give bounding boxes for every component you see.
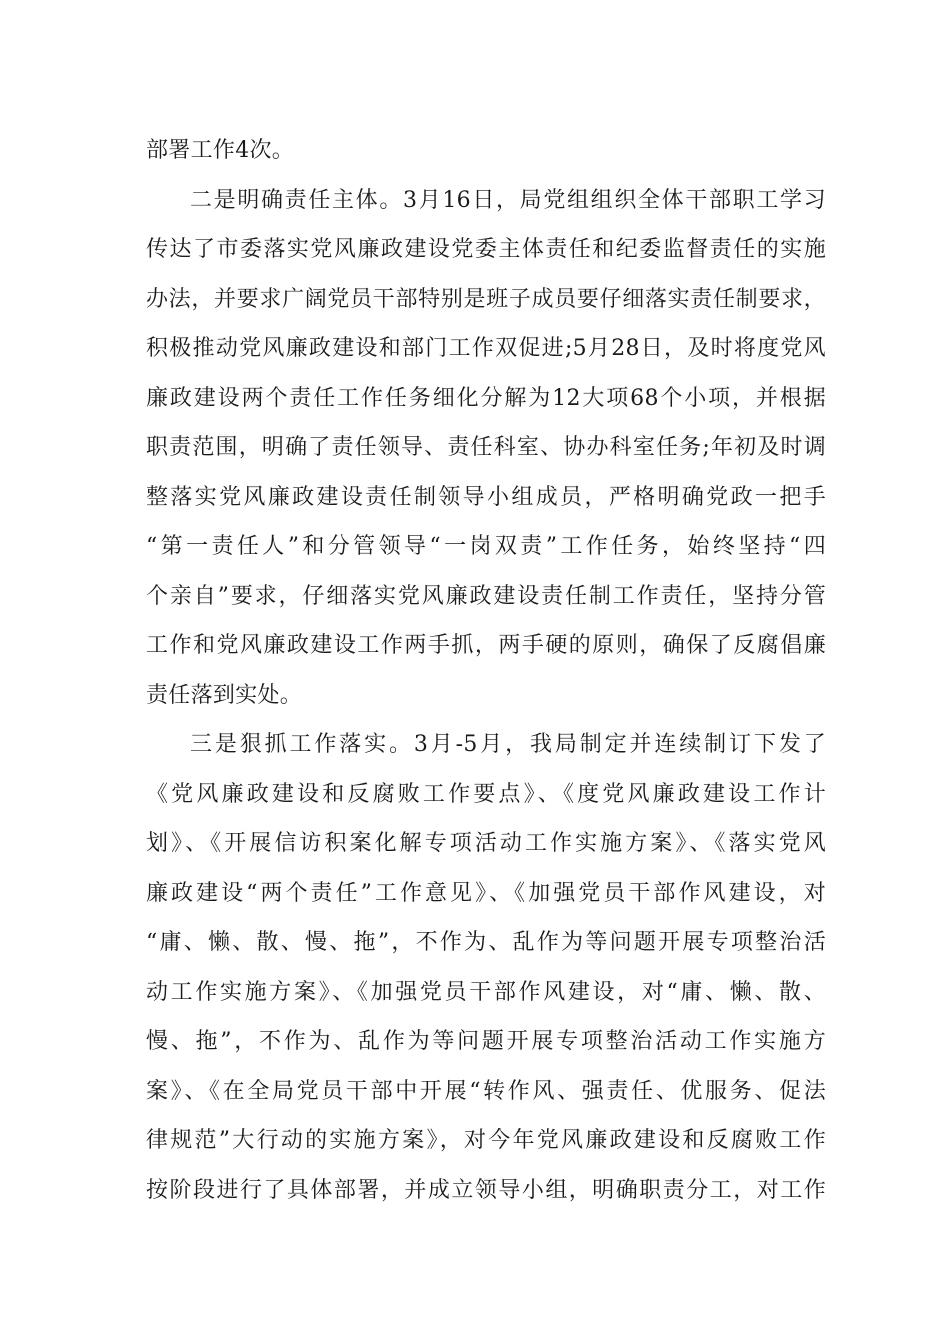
- text-line: 廉政建设“两个责任”工作意见》、《加强党员干部作风建设，对: [146, 880, 826, 906]
- text-line: 积极推动党风廉政建设和部门工作双促进;5月28日，及时将度党风: [146, 336, 826, 361]
- paragraph-implementation: [146, 720, 826, 1215]
- text-line: 动工作实施方案》、《加强党员干部作风建设，对“庸、懒、散、: [146, 979, 826, 1005]
- text-line: 工作和党风廉政建设工作两手抓，两手硬的原则，确保了反腐倡廉: [146, 633, 826, 658]
- text-line: “第一责任人”和分管领导“一岗双责”工作任务，始终坚持“四: [146, 534, 826, 559]
- text-line: 《党风廉政建设和反腐败工作要点》、《度党风廉政建设工作计: [146, 781, 826, 807]
- text-line: 案》、《在全局党员干部中开展“转作风、强责任、优服务、促法: [146, 1078, 826, 1104]
- text-line: 慢、拖”，不作为、乱作为等问题开展专项整治活动工作实施方: [146, 1029, 826, 1054]
- text-line: 部署工作4次。: [146, 138, 295, 163]
- text-line: 廉政建设两个责任工作任务细化分解为12大项68个小项，并根据: [146, 385, 826, 411]
- text-line: 传达了市委落实党风廉政建设党委主体责任和纪委监督责任的实施: [146, 237, 826, 262]
- paragraph-continuation: [146, 126, 826, 176]
- text-line: 整落实党风廉政建设责任制领导小组成员，严格明确党政一把手: [146, 484, 826, 510]
- text-line: 职责范围，明确了责任领导、责任科室、协办科室任务;年初及时调: [146, 435, 826, 460]
- text-line: 按阶段进行了具体部署，并成立领导小组，明确职责分工，对工作: [146, 1177, 826, 1203]
- text-line: 三是狠抓工作落实。3月-5月，我局制定并连续制订下发了: [190, 732, 826, 757]
- body-text: [146, 126, 826, 1215]
- text-line: 划》、《开展信访积案化解专项活动工作实施方案》、《落实党风: [146, 831, 826, 856]
- paragraph-responsibility: [146, 176, 826, 721]
- text-line: “庸、懒、散、慢、拖”，不作为、乱作为等问题开展专项整治活: [146, 930, 826, 955]
- text-line: 责任落到实处。: [146, 682, 303, 708]
- text-line: 个亲自”要求，仔细落实党风廉政建设责任制工作责任，坚持分管: [146, 583, 826, 609]
- text-line: 律规范”大行动的实施方案》，对今年党风廉政建设和反腐败工作: [146, 1128, 826, 1153]
- text-line: 二是明确责任主体。3月16日，局党组组织全体干部职工学习: [190, 187, 826, 213]
- text-line: 办法，并要求广阔党员干部特别是班子成员要仔细落实责任制要求，: [146, 286, 826, 312]
